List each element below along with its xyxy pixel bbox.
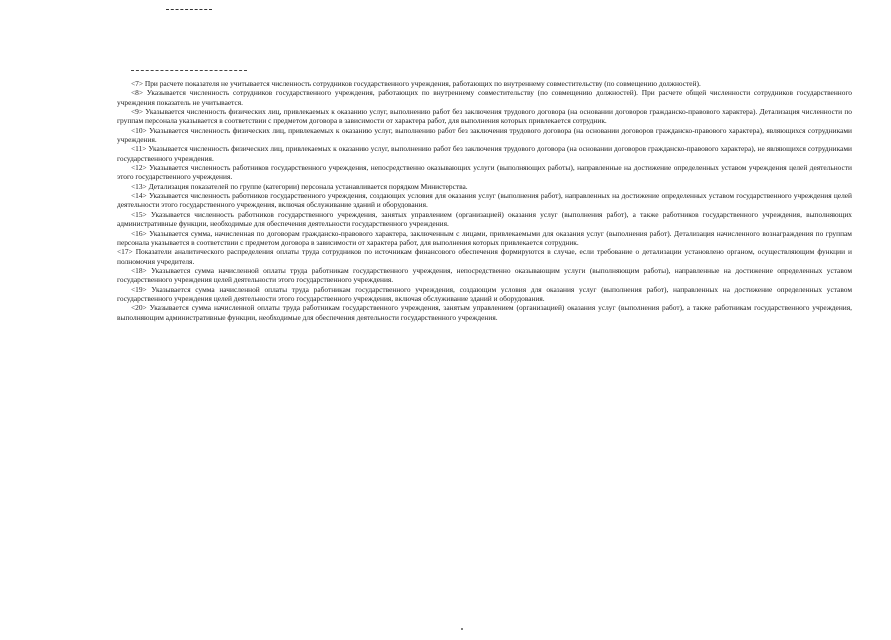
footnote-18: <18> Указывается сумма начисленной оплаты труда работникам государственного учреждения, непосредственно оказывающим услуги (выполняющим работы), направленные на достижение определенных уставом государственного учреждения целей деятельности этого государственного учреждения.: [117, 265, 852, 285]
footnotes-block: [117, 70, 852, 322]
footnote-12: <12> Указывается численность работников государственного учреждения, непосредственно оказывающих услуги (выполняющих работы), направленные на достижение определенных уставом учреждения целей деятельности этого государственного учреждения.: [117, 163, 852, 182]
footnote-14: <14> Указывается численность работников государственного учреждения, создающих условия для оказания услуг (выполнения работ), направленных на достижение определенных уставом государственного учреждения целей деятельности этого государственного учреждения, включая обслуживание зданий и оборудования.: [117, 191, 852, 210]
footnote-19: <19> Указывается сумма начисленной оплаты труда работникам государственного учреждения, создающим условия для оказания услуг (выполнения работ), направленных на достижение определенных уставом государственного учреждения целей деятельности этого государственного учреждения, включая обслуживание зданий и оборудования.: [117, 284, 852, 303]
footnote-13: <13> Детализация показателей по группе (категории) персонала устанавливается порядком Министерства.: [131, 181, 468, 191]
footnote-10: <10> Указывается численность физических лиц, привлекаемых к оказанию услуг, выполнению работ без заключения трудового договора (на основании договоров гражданско-правового характера), являющихся сотрудниками учреждения.: [117, 125, 852, 145]
footnote-8: <8> Указывается численность сотрудников государственного учреждения, работающих по внутреннему совместительству (по совмещению должностей). При расчете общей численности сотрудников государственного учреждения показатель не учитывается.: [117, 88, 852, 107]
footnote-9: <9> Указывается численность физических лиц, привлекаемых к оказанию услуг, выполнению работ без заключения трудового договора (на основании договоров гражданско-правового характера). Детализация численности по группам персонала указывается в соответствии с предметом договора в зависимости от характера работ, для выполнения которых привлекается сотрудник.: [117, 107, 852, 126]
scan-mark-top: [166, 9, 212, 12]
footnote-17: <17> Показатели аналитического распределения оплаты труда сотрудников по источникам финансового обеспечения формируются в случае, если требование о детализации установлено органом, осуществляющим функции и полномочия учредителя.: [117, 247, 852, 266]
footnote-15: <15> Указывается численность работников государственного учреждения, занятых управлением (организацией) оказания услуг (выполнения работ), а также работников государственного учреждения, выполняющих административные функции, необходимые для обеспечения деятельности государственного учреждения.: [117, 209, 852, 229]
footnote-20: <20> Указывается сумма начисленной оплаты труда работникам государственного учреждения, занятым управлением (организацией) оказания услуг (выполнения работ), а также работникам государственного учреждения, выполняющим административные функции, необходимые для обеспечения деятельности государственного учреждения.: [117, 303, 852, 322]
footnote-11: <11> Указывается численность физических лиц, привлекаемых к оказанию услуг, выполнению работ без заключения трудового договора (на основании договоров гражданско-правового характера), не являющихся сотрудниками государственного учреждения.: [117, 144, 852, 163]
scan-mark-bottom: [461, 628, 463, 630]
footnote-separator: [131, 70, 247, 71]
footnote-7: <7> При расчете показателя не учитывается численность сотрудников государственного учреждения, работающих по внутреннему совместительству (по совмещению должностей).: [131, 79, 701, 88]
footnote-16: <16> Указывается сумма, начисленная по договорам гражданско-правового характера, заключенным с лицами, привлекаемыми для оказания услуг (выполнения работ). Детализация начисленного вознаграждения по группам персонала указывается в соответствии с предметом договора в зависимости от характера работ, для выполнения которых привлекается сотрудник.: [117, 228, 852, 247]
